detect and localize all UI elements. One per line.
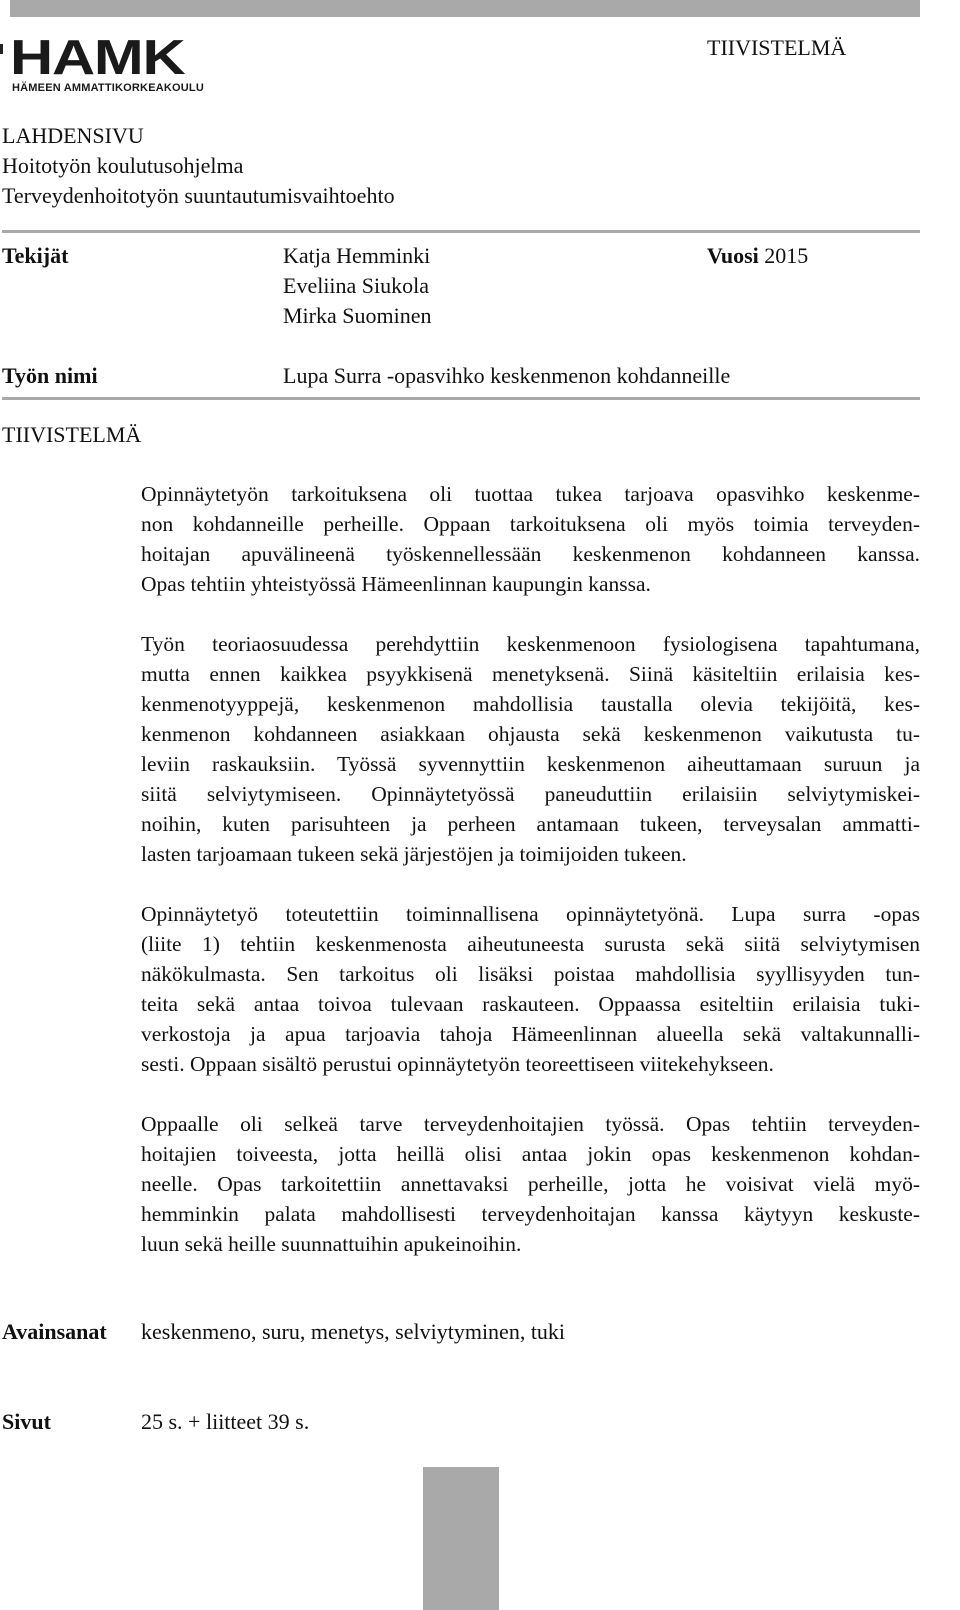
- abstract-heading: TIIVISTELMÄ: [2, 422, 142, 447]
- author-name: Eveliina Siukola: [283, 273, 430, 298]
- author-name: Mirka Suominen: [283, 303, 432, 328]
- abstract-line: teita sekä antaa toivoa tulevaan raskauteen. Oppaassa esiteltiin erilaisia tuki-: [141, 992, 920, 1016]
- divider-rule: [2, 230, 920, 233]
- footer-decorative-block: [423, 1467, 499, 1610]
- year-value: 2015: [764, 243, 809, 268]
- authors-label: Tekijät: [2, 243, 69, 268]
- abstract-line: noihin, kuten parisuhteen ja perheen antamaan tukeen, terveysalan ammatti-: [141, 812, 920, 836]
- abstract-line: (liite 1) tehtiin keskenmenosta aiheutuneesta surusta sekä siitä selviytymisen: [141, 932, 920, 956]
- abstract-line: Työn teoriaosuudessa perehdyttiin keskenmenoon fysiologisena tapahtumana,: [141, 632, 920, 656]
- abstract-body: [141, 479, 920, 1289]
- keywords-label: Avainsanat: [2, 1319, 107, 1344]
- authors-list: [283, 241, 432, 331]
- abstract-paragraph: [141, 479, 920, 599]
- abstract-line: hoitajien toiveesta, jotta heillä olisi antaa jokin opas keskenmenon kohdan-: [141, 1142, 920, 1166]
- abstract-line: kenmenon kohdanneen asiakkaan ohjausta sekä keskenmenon vaikutusta tu-: [141, 722, 920, 746]
- abstract-line: Oppaalle oli selkeä tarve terveydenhoitajien työssä. Opas tehtiin terveyden-: [141, 1112, 920, 1136]
- pages-value: 25 s. + liitteet 39 s.: [141, 1409, 310, 1434]
- abstract-line: luun sekä heille suunnattuihin apukeinoihin.: [141, 1232, 522, 1256]
- program-info: [2, 121, 395, 211]
- divider-rule: [2, 397, 920, 400]
- location: LAHDENSIVU: [2, 123, 144, 148]
- abstract-line: Opinnäytetyön tarkoituksena oli tuottaa tukea tarjoava opasvihko keskenme-: [141, 482, 920, 506]
- top-decorative-bar: [10, 0, 920, 17]
- orientation: Terveydenhoitotyön suuntautumisvaihtoehto: [2, 183, 395, 208]
- logo-wordmark: HAMK: [10, 31, 185, 85]
- author-name: Katja Hemminki: [283, 243, 431, 268]
- abstract-line: non kohdanneille perheille. Oppaan tarkoituksena oli myös toimia terveyden-: [141, 512, 920, 536]
- abstract-line: kenmenotyyppejä, keskenmenon mahdollisia taustalla olevia tekijöitä, kes-: [141, 692, 920, 716]
- abstract-line: hemminkin palata mahdollisesti terveydenhoitajan kanssa käytyyn keskuste-: [141, 1202, 920, 1226]
- abstract-line: Opas tehtiin yhteistyössä Hämeenlinnan kaupungin kanssa.: [141, 572, 651, 596]
- abstract-line: Opinnäytetyö toteutettiin toiminnallisena opinnäytetyönä. Lupa surra -opas: [141, 902, 920, 926]
- abstract-line: mutta ennen kaikkea psyykkisenä menetyksenä. Siinä käsiteltiin erilaisia kes-: [141, 662, 920, 686]
- pages-label: Sivut: [2, 1409, 51, 1434]
- abstract-paragraph: [141, 629, 920, 869]
- abstract-line: hoitajan apuvälineenä työskennellessään keskenmenon kohdanneen kanssa.: [141, 542, 920, 566]
- abstract-line: sesti. Oppaan sisältö perustui opinnäytetyön teoreettiseen viitekehykseen.: [141, 1052, 774, 1076]
- keywords-value: keskenmeno, suru, menetys, selviytyminen, tuki: [141, 1319, 566, 1344]
- logo-subtitle: HÄMEEN AMMATTIKORKEAKOULU: [12, 82, 204, 94]
- document-type: TIIVISTELMÄ: [707, 35, 847, 60]
- abstract-paragraph: [141, 1109, 920, 1259]
- abstract-line: näkökulmasta. Sen tarkoitus oli lisäksi poistaa mahdollisia syyllisyyden tun-: [141, 962, 920, 986]
- thesis-title: Lupa Surra -opasvihko keskenmenon kohdanneille: [283, 363, 731, 388]
- abstract-line: lasten tarjoamaan tukeen sekä järjestöjen ja toimijoiden tukeen.: [141, 842, 687, 866]
- abstract-line: leviin raskauksiin. Työssä syvennyttiin keskenmenon aiheuttamaan suruun ja: [141, 752, 920, 776]
- degree-programme: Hoitotyön koulutusohjelma: [2, 153, 244, 178]
- abstract-line: neelle. Opas tarkoitettiin annettavaksi perheille, jotta he voisivat vielä myö-: [141, 1172, 920, 1196]
- corner-mark: [0, 44, 3, 54]
- title-label: Työn nimi: [2, 363, 98, 388]
- hamk-logo: [10, 31, 204, 95]
- abstract-line: siitä selviytymiseen. Opinnäytetyössä paneuduttiin erilaisiin selviytymiskei-: [141, 782, 920, 806]
- abstract-paragraph: [141, 899, 920, 1079]
- year-label: Vuosi: [707, 243, 759, 268]
- abstract-line: verkostoja ja apua tarjoavia tahoja Hämeenlinnan alueella sekä valtakunnalli-: [141, 1022, 920, 1046]
- year-field: [707, 241, 808, 271]
